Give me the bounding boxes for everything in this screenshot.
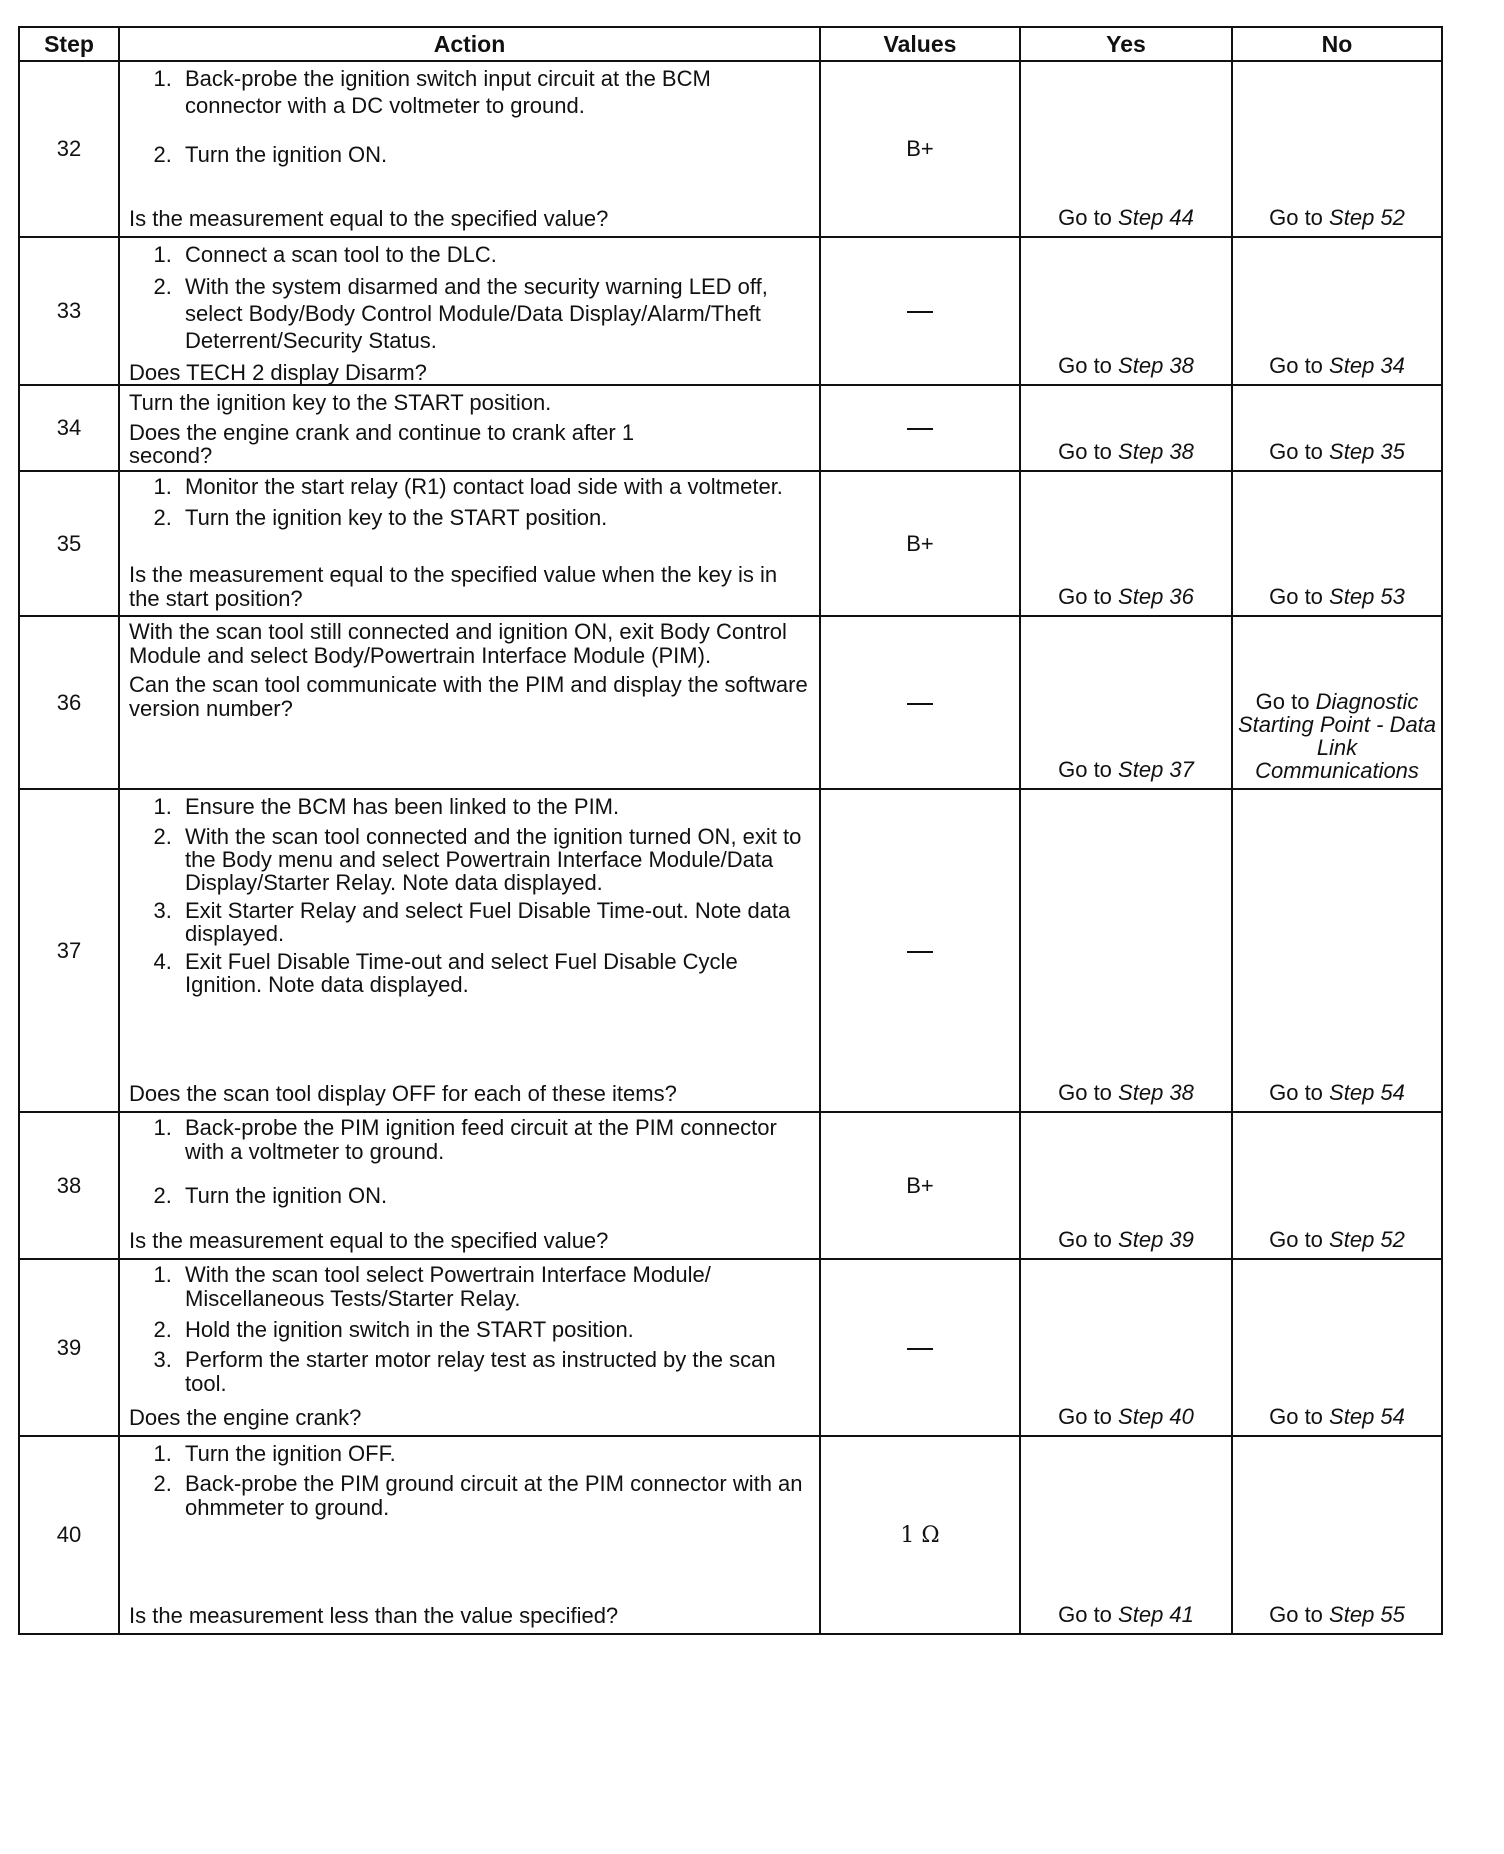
yes-link[interactable]: Step 39: [1118, 1227, 1194, 1252]
dash-mark: [907, 311, 933, 313]
action-step: 1. Monitor the start relay (R1) contact load side with a voltmeter.: [178, 475, 811, 499]
action-steps: [129, 1440, 811, 1525]
yes-link[interactable]: Step 38: [1118, 353, 1194, 378]
goto-text: Go to: [1269, 1080, 1323, 1105]
goto-text: Go to: [1058, 1227, 1112, 1252]
no-link[interactable]: Step 54: [1329, 1404, 1405, 1429]
no-link[interactable]: Step 53: [1329, 584, 1405, 609]
action-step: 1. Connect a scan tool to the DLC.: [178, 241, 811, 268]
action-question: Can the scan tool communicate with the PIM and display the software version number?: [129, 672, 808, 721]
action-question: Is the measurement equal to the specified value when the key is in the start position?: [129, 562, 778, 611]
no-link[interactable]: Step 54: [1329, 1080, 1405, 1105]
action-cell: [119, 1436, 820, 1634]
action-question: Does TECH 2 display Disarm?: [129, 360, 427, 385]
yes-cell: [1020, 61, 1232, 237]
action-cell: [119, 471, 820, 616]
goto-text: Go to: [1058, 439, 1112, 464]
goto-text: Go to: [1058, 757, 1112, 782]
action-cell: [119, 1112, 820, 1259]
goto-text: Go to: [1269, 1404, 1323, 1429]
action-step: 1. Turn the ignition OFF.: [178, 1440, 811, 1467]
table-row: [19, 1259, 1442, 1436]
step-number: 32: [19, 61, 119, 237]
no-link[interactable]: Step 52: [1329, 1227, 1405, 1252]
no-link[interactable]: Diagnostic Starting Point - Data Link Communications: [1237, 689, 1437, 783]
value-cell: B+: [820, 471, 1020, 616]
action-steps: [129, 1116, 811, 1214]
dash-mark: [907, 1348, 933, 1350]
no-cell: [1232, 616, 1442, 789]
goto-text: Go to: [1269, 1227, 1323, 1252]
action-cell: [119, 385, 820, 471]
no-link[interactable]: Step 34: [1329, 353, 1405, 378]
dash-mark: [907, 951, 933, 953]
no-link[interactable]: Step 52: [1329, 205, 1405, 230]
value-cell: B+: [820, 1112, 1020, 1259]
goto-text: Go to: [1269, 353, 1323, 378]
no-cell: [1232, 1112, 1442, 1259]
header-no: No: [1232, 27, 1442, 61]
yes-link[interactable]: Step 44: [1118, 205, 1194, 230]
goto-text: Go to: [1269, 584, 1323, 609]
action-step: 1. Back-probe the ignition switch input circuit at the BCM connector with a DC voltmeter to ground.: [178, 65, 811, 119]
value-cell: [820, 789, 1020, 1112]
yes-cell: [1020, 385, 1232, 471]
no-cell: [1232, 237, 1442, 385]
action-step: 1. Back-probe the PIM ignition feed circuit at the PIM connector with a voltmeter to ground.: [178, 1116, 811, 1164]
value-cell: [820, 385, 1020, 471]
table-row: [19, 1112, 1442, 1259]
yes-cell: [1020, 237, 1232, 385]
action-question: Does the engine crank and continue to crank after 1 second?: [129, 420, 635, 468]
goto-text: Go to: [1269, 1602, 1323, 1627]
yes-link[interactable]: Step 38: [1118, 439, 1194, 464]
value-cell: B+: [820, 61, 1020, 237]
action-question: Is the measurement equal to the specified value?: [129, 206, 609, 231]
yes-link[interactable]: Step 38: [1118, 1080, 1194, 1105]
action-step: 2. Hold the ignition switch in the START position.: [178, 1316, 811, 1343]
dash-mark: [907, 703, 933, 705]
action-question: Is the measurement less than the value specified?: [129, 1603, 619, 1628]
action-cell: [119, 789, 820, 1112]
yes-cell: [1020, 1259, 1232, 1436]
no-cell: [1232, 789, 1442, 1112]
action-steps: [129, 793, 811, 1001]
header-values: Values: [820, 27, 1020, 61]
yes-link[interactable]: Step 36: [1118, 584, 1194, 609]
action-steps: [129, 65, 811, 173]
goto-text: Go to: [1269, 205, 1323, 230]
action-steps: [129, 241, 811, 359]
action-step: 2. Turn the ignition key to the START position.: [178, 504, 811, 531]
action-steps: [129, 1263, 811, 1401]
value-cell: [820, 1259, 1020, 1436]
step-number: 36: [19, 616, 119, 789]
header-yes: Yes: [1020, 27, 1232, 61]
no-link[interactable]: Step 55: [1329, 1602, 1405, 1627]
dash-mark: [907, 428, 933, 430]
value-cell: 1 Ω: [820, 1436, 1020, 1634]
action-intro: Turn the ignition key to the START position.: [129, 390, 552, 415]
action-cell: [119, 237, 820, 385]
step-number: 39: [19, 1259, 119, 1436]
yes-link[interactable]: Step 37: [1118, 757, 1194, 782]
goto-text: Go to: [1058, 1602, 1112, 1627]
action-step: 2. Turn the ignition ON.: [178, 1182, 811, 1209]
action-cell: [119, 61, 820, 237]
no-cell: [1232, 471, 1442, 616]
action-step: 1. With the scan tool select Powertrain Interface Module/ Miscellaneous Tests/Starter Relay.: [178, 1263, 811, 1311]
step-number: 33: [19, 237, 119, 385]
no-cell: [1232, 1436, 1442, 1634]
action-step: 2. With the scan tool connected and the ignition turned ON, exit to the Body menu and select Powertrain Interface Module/Data Display/Starter Relay. Note data displayed.: [178, 825, 811, 894]
action-step: 1. Ensure the BCM has been linked to the PIM.: [178, 793, 811, 820]
goto-text: Go to: [1058, 353, 1112, 378]
action-step: 2. Turn the ignition ON.: [178, 141, 811, 168]
yes-cell: [1020, 616, 1232, 789]
step-number: 37: [19, 789, 119, 1112]
action-step: 3. Exit Starter Relay and select Fuel Disable Time-out. Note data displayed.: [178, 899, 811, 945]
no-cell: [1232, 385, 1442, 471]
action-question: Is the measurement equal to the specified value?: [129, 1228, 609, 1253]
action-question: Does the engine crank?: [129, 1405, 362, 1430]
step-number: 34: [19, 385, 119, 471]
goto-text: Go to: [1058, 1404, 1112, 1429]
yes-cell: [1020, 1436, 1232, 1634]
goto-text: Go to: [1058, 1080, 1112, 1105]
table-row: [19, 789, 1442, 1112]
header-action: Action: [119, 27, 820, 61]
value-cell: [820, 237, 1020, 385]
step-number: 35: [19, 471, 119, 616]
table-row: [19, 237, 1442, 385]
yes-cell: [1020, 471, 1232, 616]
table-row: [19, 1436, 1442, 1634]
action-cell: [119, 1259, 820, 1436]
table-row: [19, 471, 1442, 616]
diagnostic-table: [18, 26, 1443, 1635]
yes-link[interactable]: Step 40: [1118, 1404, 1194, 1429]
table-row: [19, 616, 1442, 789]
action-step: 3. Perform the starter motor relay test as instructed by the scan tool.: [178, 1348, 811, 1396]
goto-text: Go to: [1255, 689, 1310, 714]
no-cell: [1232, 1259, 1442, 1436]
header-row: [19, 27, 1442, 61]
goto-text: Go to: [1058, 584, 1112, 609]
action-intro: With the scan tool still connected and ignition ON, exit Body Control Module and select Body/Powertrain Interface Module (PIM).: [129, 619, 787, 668]
yes-link[interactable]: Step 41: [1118, 1602, 1194, 1627]
no-cell: [1232, 61, 1442, 237]
action-steps: [129, 475, 811, 536]
goto-text: Go to: [1058, 205, 1112, 230]
table-row: [19, 385, 1442, 471]
value-cell: [820, 616, 1020, 789]
step-number: 40: [19, 1436, 119, 1634]
yes-cell: [1020, 1112, 1232, 1259]
yes-cell: [1020, 789, 1232, 1112]
header-step: Step: [19, 27, 119, 61]
no-link[interactable]: Step 35: [1329, 439, 1405, 464]
action-step: 2. With the system disarmed and the security warning LED off, select Body/Body Control Module/Data Display/Alarm/Theft Deterrent/Security Status.: [178, 273, 811, 354]
goto-text: Go to: [1269, 439, 1323, 464]
action-step: 4. Exit Fuel Disable Time-out and select Fuel Disable Cycle Ignition. Note data displayed.: [178, 950, 811, 996]
action-step: 2. Back-probe the PIM ground circuit at the PIM connector with an ohmmeter to ground.: [178, 1472, 811, 1520]
action-cell: [119, 616, 820, 789]
action-question: Does the scan tool display OFF for each of these items?: [129, 1081, 677, 1106]
step-number: 38: [19, 1112, 119, 1259]
table-row: [19, 61, 1442, 237]
